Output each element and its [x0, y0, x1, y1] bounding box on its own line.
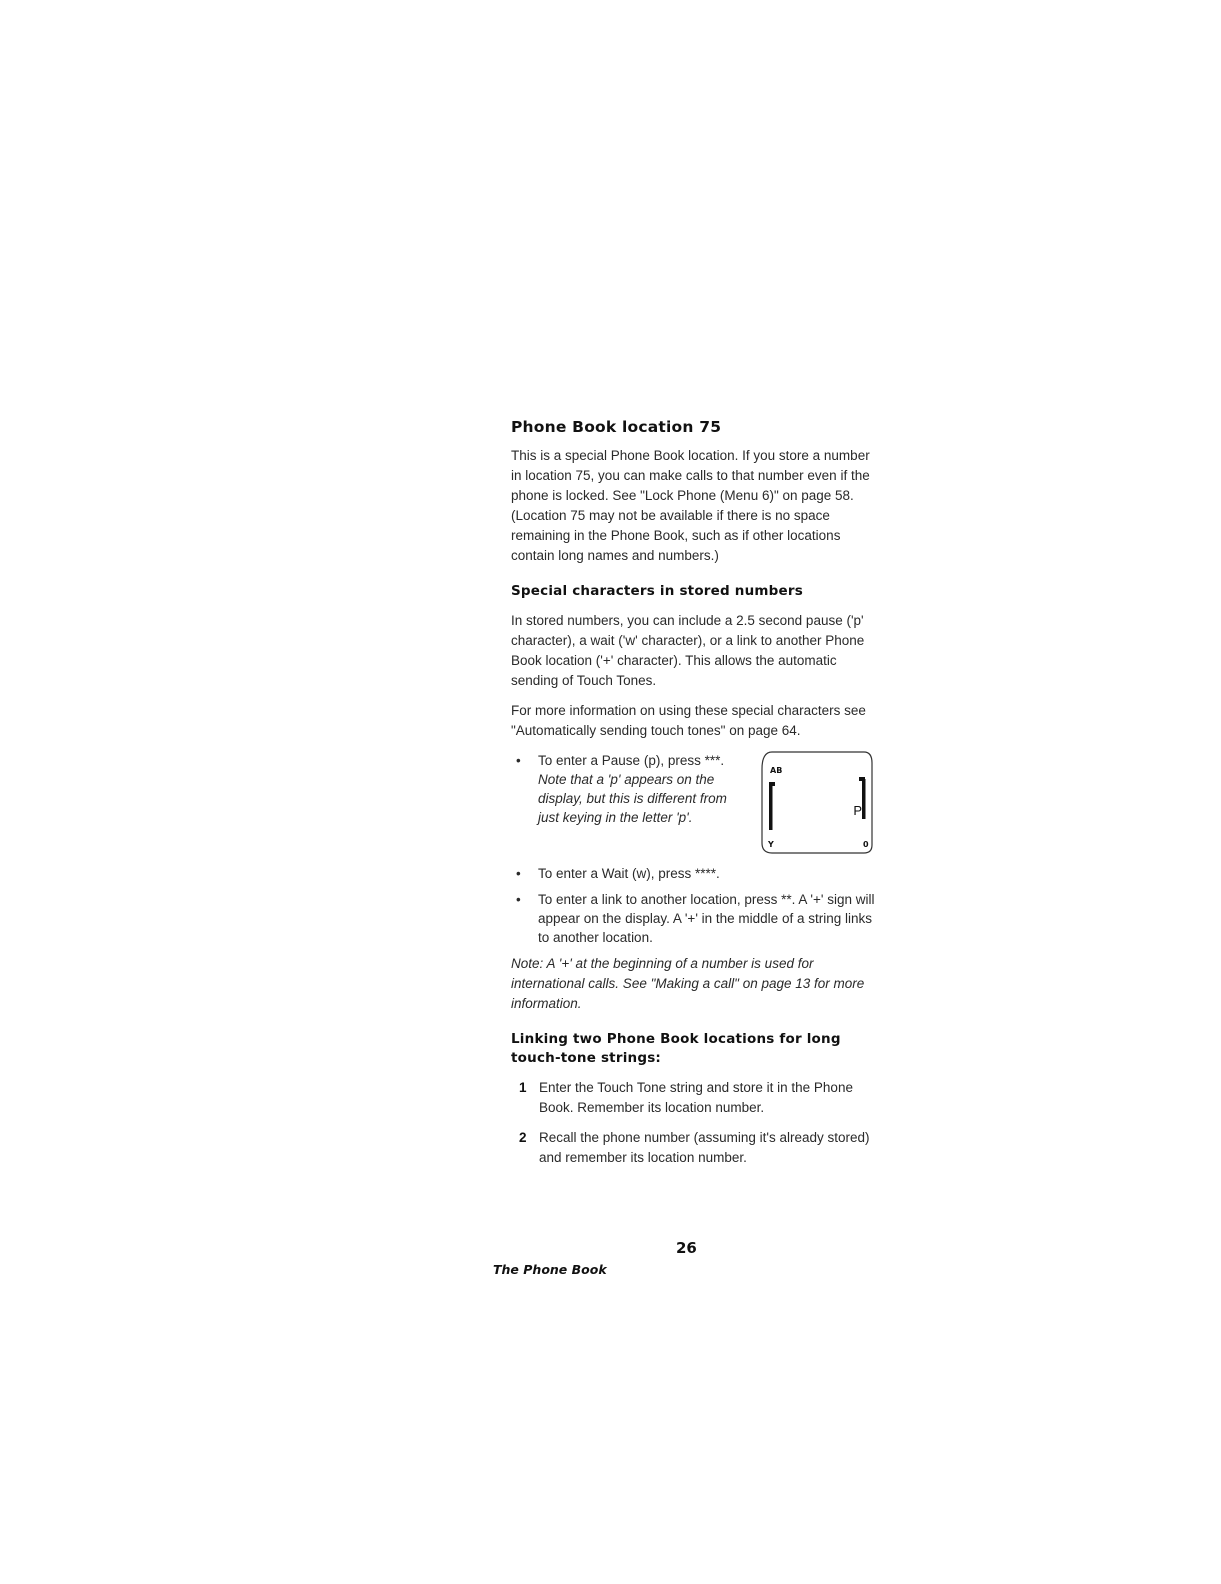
special-characters-paragraph: In stored numbers, you can include a 2.5 second pause ('p' character), a wait ('w' character), or a link to another Phone Book location ('+' character). This allows the automatic sending of Touch Tones. — [511, 613, 865, 688]
special-characters-list — [511, 751, 883, 947]
step-number: 2 — [519, 1130, 527, 1145]
step-number: 1 — [519, 1080, 527, 1095]
display-indicator-ab: AB — [770, 766, 783, 775]
location-75-paragraph: This is a special Phone Book location. If you store a number in location 75, you can make calls to that number even if the phone is locked. See "Lock Phone (Menu 6)" on page 58. (Location 75 may not be available if there is no space remaining in the Phone Book, such as if other locations contain long names and numbers.) — [511, 448, 870, 563]
link-instruction: To enter a link to another location, press **. A '+' sign will appear on the display. A '+' in the middle of a string links to another location. — [538, 892, 875, 945]
section-heading-special-characters: Special characters in stored numbers — [511, 583, 803, 599]
display-indicator-zero: 0 — [863, 840, 869, 849]
wait-instruction: To enter a Wait (w), press ****. — [538, 866, 720, 881]
bullet-marker: • — [516, 866, 521, 881]
step-text: Recall the phone number (assuming it's already stored) and remember its location number. — [539, 1130, 870, 1165]
list-item-link — [511, 890, 883, 947]
step-item — [511, 1128, 883, 1168]
page-number: 26 — [676, 1239, 697, 1257]
section-heading-linking-locations: Linking two Phone Book locations for long touch-tone strings: — [511, 1031, 841, 1066]
list-item-pause — [511, 751, 883, 857]
display-indicator-y: Y — [768, 840, 774, 849]
phone-display-illustration — [758, 749, 876, 857]
bullet-marker: • — [516, 892, 521, 907]
chapter-footer: The Phone Book — [493, 1262, 607, 1277]
display-pause-character: P — [853, 803, 862, 818]
main-column — [511, 418, 883, 1178]
pause-instruction: To enter a Pause (p), press ***. — [538, 753, 725, 768]
linking-steps-list — [511, 1078, 883, 1168]
step-item — [511, 1078, 883, 1118]
step-text: Enter the Touch Tone string and store it in the Phone Book. Remember its location number. — [539, 1080, 853, 1115]
bullet-marker: • — [516, 753, 521, 768]
section-heading-location-75: Phone Book location 75 — [511, 418, 722, 436]
pause-note: Note that a 'p' appears on the display, but this is different from just keying in the letter 'p'. — [538, 772, 727, 825]
more-information-paragraph: For more information on using these special characters see "Automatically sending touch tones" on page 64. — [511, 703, 866, 738]
international-calls-note: Note: A '+' at the beginning of a number is used for international calls. See "Making a call" on page 13 for more information. — [511, 956, 865, 1011]
list-item-wait — [511, 864, 883, 883]
